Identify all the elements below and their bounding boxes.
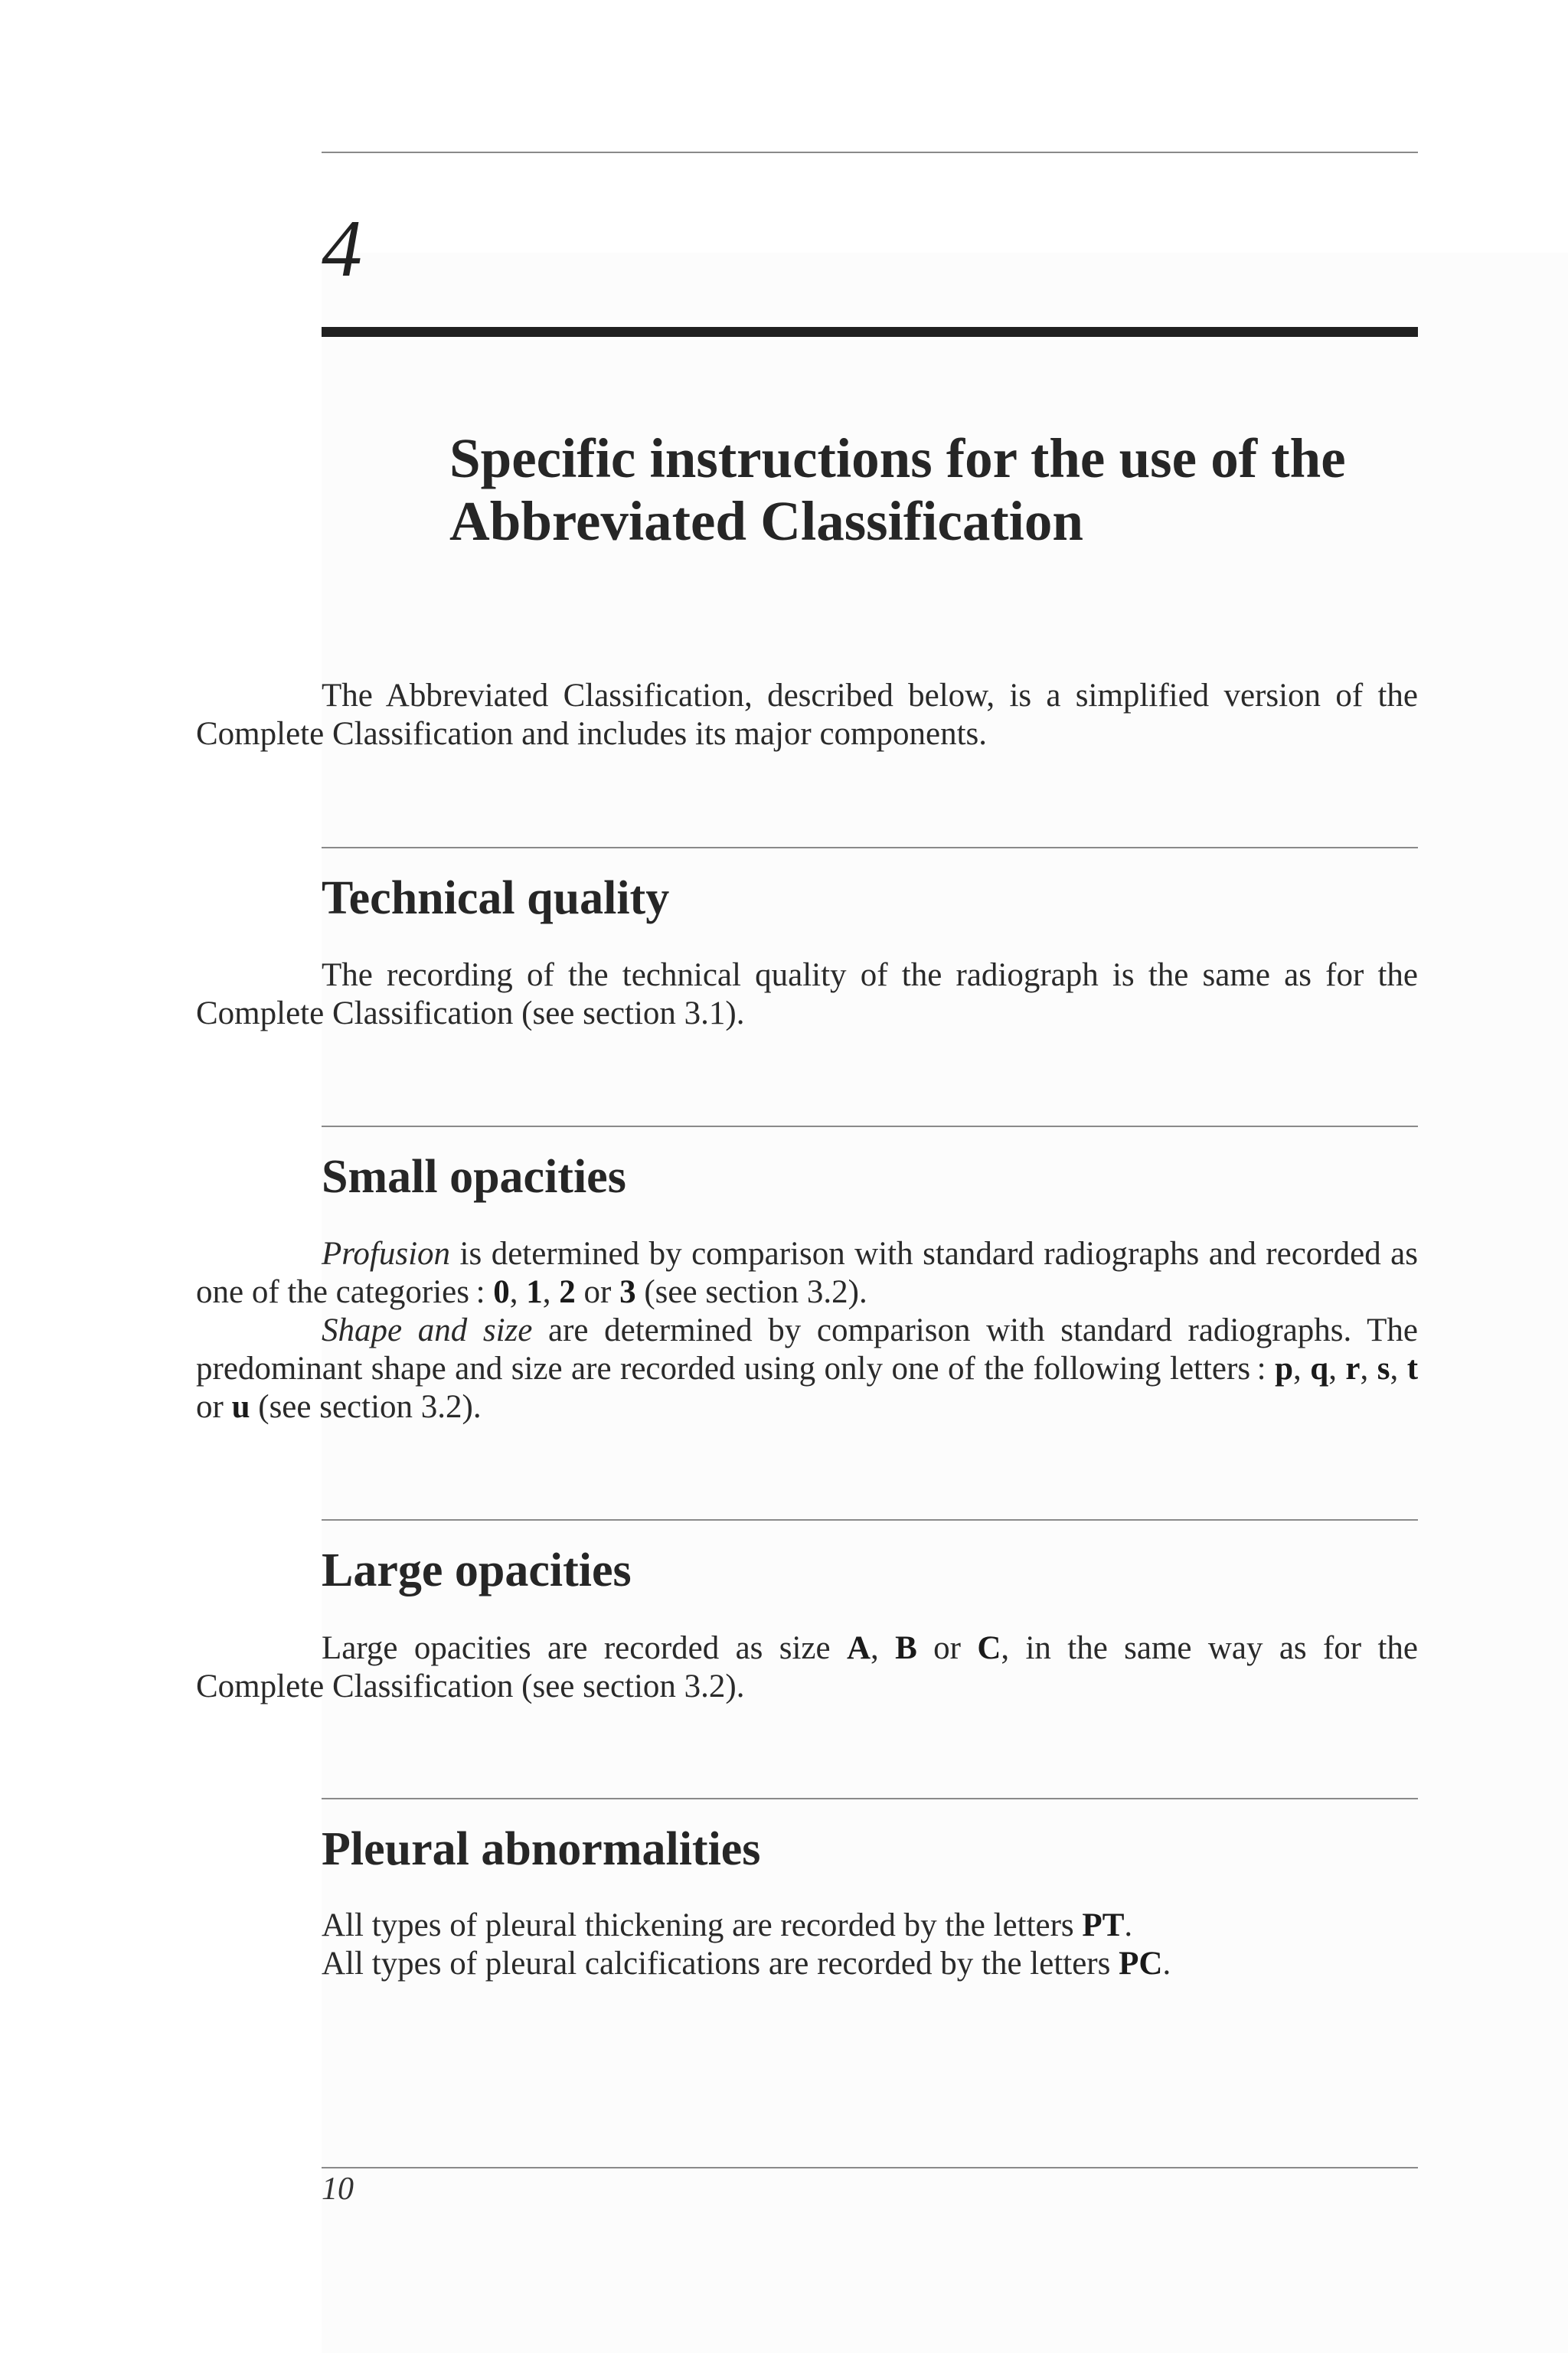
section-rule-pleural-abnormalities bbox=[322, 1798, 1418, 1799]
heading-technical-quality: Technical quality bbox=[322, 872, 670, 924]
category-1: 1 bbox=[526, 1274, 543, 1310]
page-number: 10 bbox=[322, 2172, 354, 2207]
category-3: 3 bbox=[619, 1274, 636, 1310]
section-rule-small-opacities bbox=[322, 1126, 1418, 1127]
letter-s: s bbox=[1377, 1351, 1390, 1387]
chapter-number: 4 bbox=[322, 204, 362, 293]
section-rule-large-opacities bbox=[322, 1519, 1418, 1521]
profusion-term: Profusion bbox=[322, 1236, 451, 1272]
heading-small-opacities: Small opacities bbox=[322, 1151, 626, 1203]
letter-t: t bbox=[1406, 1351, 1419, 1387]
category-2: 2 bbox=[559, 1274, 576, 1310]
pleural-calcification-line: All types of pleural calcifications are recorded by the letters PC. bbox=[322, 1946, 1171, 1982]
technical-quality-paragraph: The recording of the technical quality of the radiograph is the same as for the Complete Classification (see section 3.1). bbox=[196, 957, 1418, 1031]
chapter-title-line1: Specific instructions for the use of the bbox=[449, 427, 1346, 489]
pleural-thickening-line: All types of pleural thickening are recorded by the letters PT. bbox=[322, 1907, 1133, 1943]
intro-paragraph: The Abbreviated Classification, described below, is a simplified version of the Complete Classification and includes its major components. bbox=[196, 678, 1418, 752]
letter-q: q bbox=[1310, 1351, 1329, 1387]
heading-pleural-abnormalities: Pleural abnormalities bbox=[322, 1823, 761, 1875]
profusion-paragraph: Profusion is determined by comparison with standard radiographs and recorded as one of the categories : 0, 1, 2 or 3 (see section 3.2). bbox=[196, 1236, 1418, 1310]
size-c: C bbox=[977, 1630, 1001, 1666]
shape-size-term: Shape and size bbox=[322, 1312, 533, 1348]
large-opacities-paragraph: Large opacities are recorded as size A, B or C, in the same way as for the Complete Classification (see section 3.2). bbox=[196, 1630, 1418, 1704]
code-pt: PT bbox=[1082, 1907, 1125, 1943]
chapter-title bbox=[449, 427, 1418, 553]
chapter-title-line2: Abbreviated Classification bbox=[449, 490, 1084, 552]
size-a: A bbox=[846, 1630, 871, 1666]
shape-size-paragraph: Shape and size are determined by comparison with standard radiographs. The predominant shape and size are recorded using only one of the following letters : p, q, r, s, t or u (see section 3.2). bbox=[196, 1312, 1419, 1425]
letter-u: u bbox=[231, 1389, 250, 1425]
chapter-rule bbox=[322, 327, 1418, 337]
footer-rule bbox=[322, 2167, 1418, 2168]
letter-r: r bbox=[1345, 1351, 1361, 1387]
size-b: B bbox=[895, 1630, 917, 1666]
heading-large-opacities: Large opacities bbox=[322, 1544, 632, 1596]
top-rule bbox=[322, 152, 1418, 153]
letter-p: p bbox=[1275, 1351, 1294, 1387]
category-0: 0 bbox=[493, 1274, 510, 1310]
code-pc: PC bbox=[1119, 1946, 1163, 1982]
section-rule-technical-quality bbox=[322, 847, 1418, 848]
